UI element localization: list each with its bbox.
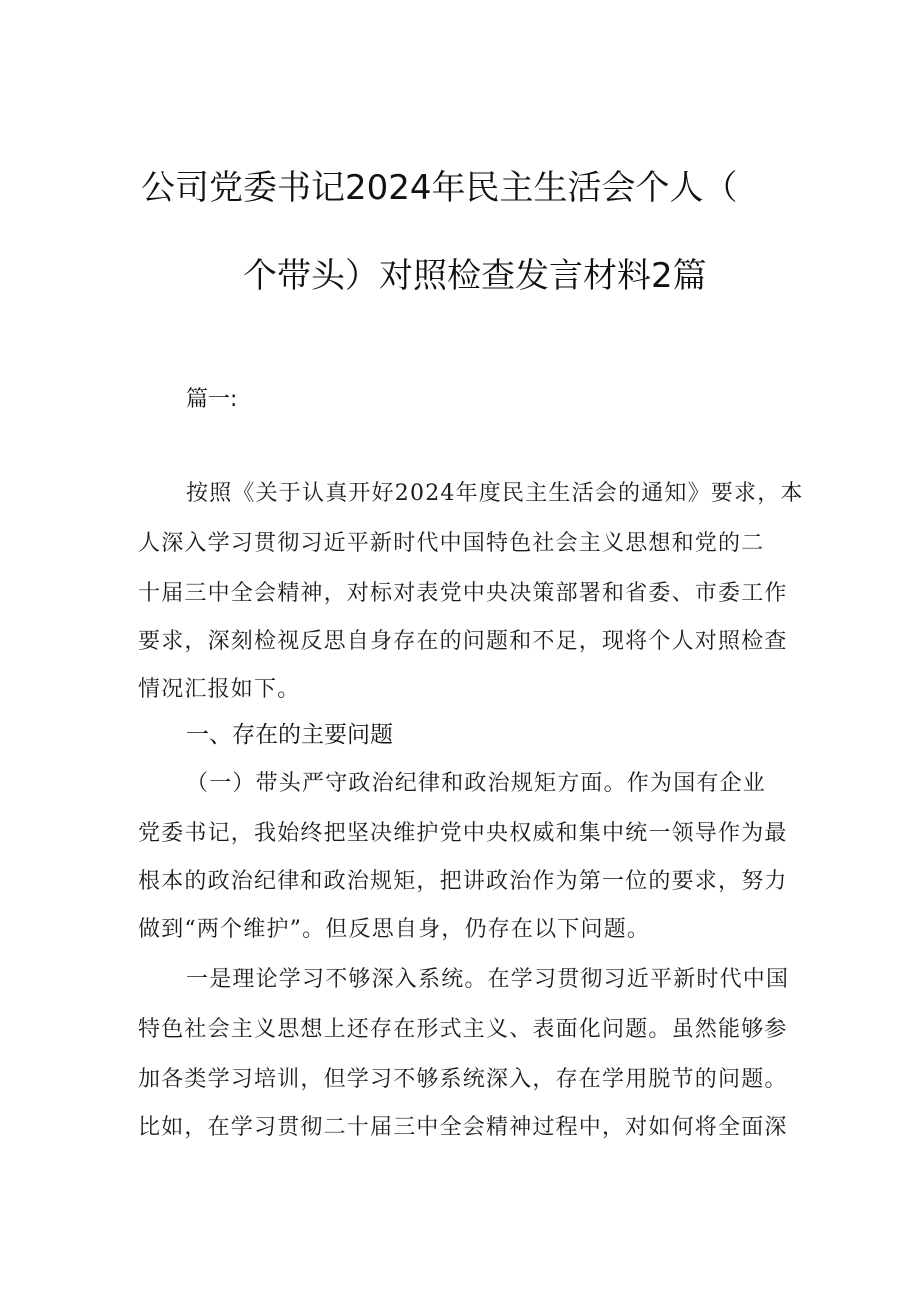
section-heading: 一、存在的主要问题: [186, 722, 393, 748]
paragraph-2-line: 党委书记，我始终把坚决维护党中央权威和集中统一领导作为最: [138, 821, 788, 846]
paragraph-3-line: 特色社会主义思想上还存在形式主义、表面化问题。虽然能够参: [138, 1017, 788, 1042]
paragraph-2-line: 做到“两个维护”。但反思自身，仍存在以下问题。: [138, 917, 651, 942]
paragraph-1-line: 情况汇报如下。: [138, 677, 301, 702]
part-label: 篇一:: [186, 387, 238, 412]
paragraph-2-line: 根本的政治纪律和政治规矩，把讲政治作为第一位的要求，努力: [138, 869, 788, 894]
paragraph-3-line: 一是理论学习不够深入系统。在学习贯彻习近平新时代中国: [186, 967, 790, 992]
document-title-line-1: 公司党委书记2024年民主生活会个人（: [141, 168, 738, 208]
document-title-line-2: 个带头）对照检查发言材料2篇: [243, 256, 707, 296]
paragraph-1-line: 人深入学习贯彻习近平新时代中国特色社会主义思想和党的二: [138, 531, 765, 556]
paragraph-1-line: 要求，深刻检视反思自身存在的问题和不足，现将个人对照检查: [138, 629, 788, 654]
paragraph-2-line: （一）带头严守政治纪律和政治规矩方面。作为国有企业: [186, 771, 767, 796]
paragraph-1-line: 十届三中全会精神，对标对表党中央决策部署和省委、市委工作: [138, 581, 788, 606]
paragraph-3-line: 比如，在学习贯彻二十届三中全会精神过程中，对如何将全面深: [138, 1115, 788, 1140]
paragraph-3-line: 加各类学习培训，但学习不够系统深入，存在学用脱节的问题。: [138, 1067, 788, 1092]
paragraph-1-line: 按照《关于认真开好2024年度民主生活会的通知》要求，本: [186, 481, 804, 506]
